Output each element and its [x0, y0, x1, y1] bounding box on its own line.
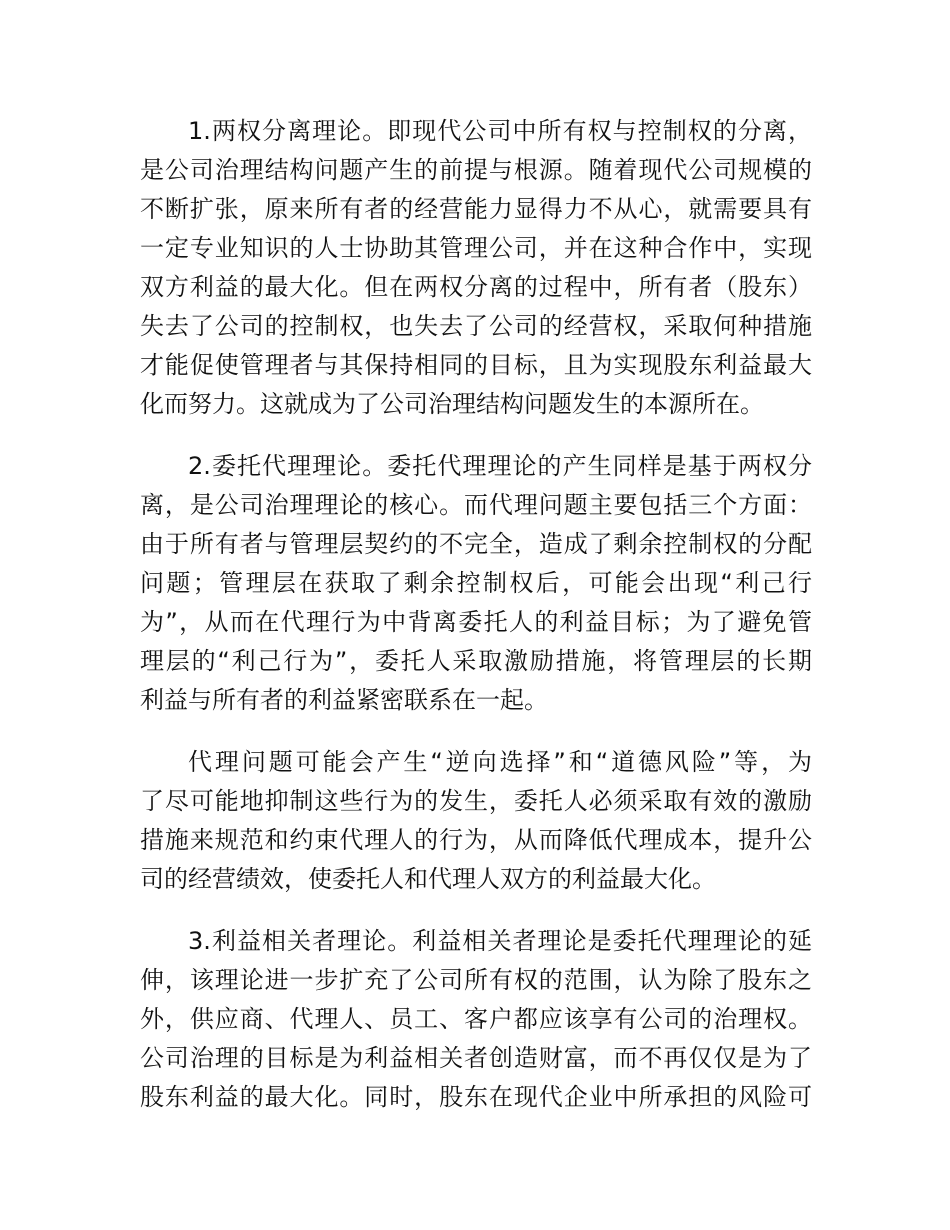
- text-line: 由于所有者与管理层契约的不完全，造成了剩余控制权的分配: [140, 530, 812, 558]
- paragraph-stakeholder: [140, 922, 812, 1117]
- text-line: 离，是公司治理理论的核心。而代理问题主要包括三个方面：: [140, 491, 812, 519]
- text-line: 司的经营绩效，使委托人和代理人双方的利益最大化。: [140, 865, 716, 893]
- paragraph-agency-problems: [140, 743, 812, 899]
- text-line: 股东利益的最大化。同时，股东在现代企业中所承担的风险可: [140, 1083, 812, 1111]
- text-line: 伸，该理论进一步扩充了公司所有权的范围，认为除了股东之: [140, 966, 812, 994]
- document-page: [140, 112, 812, 1140]
- text-line: 化而努力。这就成为了公司治理结构问题发生的本源所在。: [140, 390, 764, 418]
- text-line: 公司治理的目标是为利益相关者创造财富，而不再仅仅是为了: [140, 1044, 812, 1072]
- text-line: 1.两权分离理论。即现代公司中所有权与控制权的分离，: [188, 117, 812, 145]
- text-line: 为”，从而在代理行为中背离委托人的利益目标；为了避免管: [140, 608, 812, 636]
- text-line: 利益与所有者的利益紧密联系在一起。: [140, 686, 548, 714]
- text-line: 问题；管理层在获取了剩余控制权后，可能会出现“利己行: [140, 569, 812, 597]
- text-line: 双方利益的最大化。但在两权分离的过程中，所有者（股东）: [140, 273, 812, 301]
- paragraph-principal-agent: [140, 447, 812, 720]
- text-line: 不断扩张，原来所有者的经营能力显得力不从心，就需要具有: [140, 195, 812, 223]
- text-line: 一定专业知识的人士协助其管理公司，并在这种合作中，实现: [140, 234, 812, 262]
- text-line: 失去了公司的控制权，也失去了公司的经营权，采取何种措施: [140, 312, 812, 340]
- paragraph-two-rights-separation: [140, 112, 812, 424]
- text-line: 2.委托代理理论。委托代理理论的产生同样是基于两权分: [188, 452, 812, 480]
- text-line: 才能促使管理者与其保持相同的目标，且为实现股东利益最大: [140, 351, 812, 379]
- text-line: 外，供应商、代理人、员工、客户都应该享有公司的治理权。: [140, 1005, 812, 1033]
- text-line: 理层的“利己行为”，委托人采取激励措施，将管理层的长期: [140, 647, 812, 675]
- text-line: 了尽可能地抑制这些行为的发生，委托人必须采取有效的激励: [140, 787, 812, 815]
- text-line: 代理问题可能会产生“逆向选择”和“道德风险”等，为: [188, 748, 812, 776]
- text-line: 是公司治理结构问题产生的前提与根源。随着现代公司规模的: [140, 156, 812, 184]
- text-line: 3.利益相关者理论。利益相关者理论是委托代理理论的延: [188, 927, 812, 955]
- text-line: 措施来规范和约束代理人的行为，从而降低代理成本，提升公: [140, 826, 812, 854]
